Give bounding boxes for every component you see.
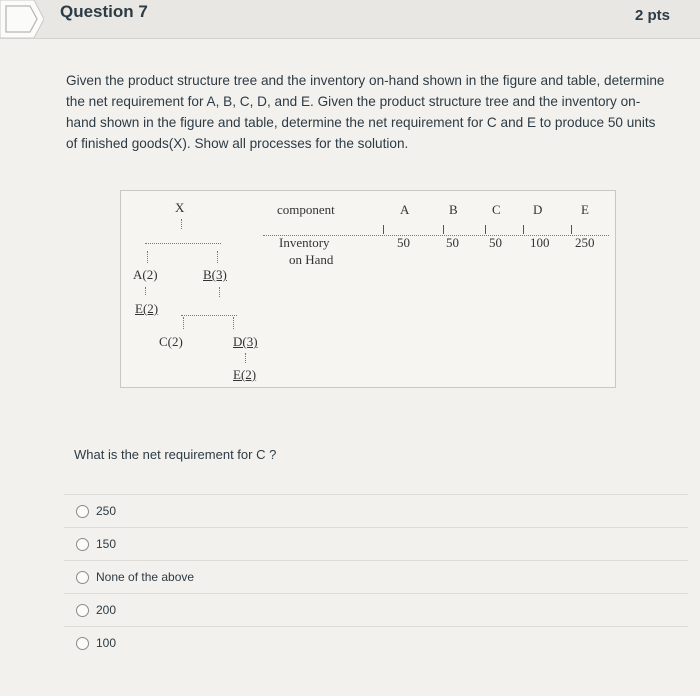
table-label-on-hand: on Hand xyxy=(289,252,334,267)
tree-node-c: C(2) xyxy=(159,334,183,349)
table-column-header: B xyxy=(449,202,458,217)
tree-node-e1: E(2) xyxy=(135,301,159,316)
table-column-header: C xyxy=(492,202,501,217)
table-tick xyxy=(485,225,486,234)
question-header xyxy=(0,0,700,39)
answer-label: 150 xyxy=(96,537,117,551)
table-cell-value: 250 xyxy=(575,235,595,250)
radio-icon[interactable] xyxy=(76,505,89,518)
table-cell-value: 100 xyxy=(530,235,550,250)
radio-icon[interactable] xyxy=(76,604,89,617)
table-column-header: A xyxy=(400,202,410,217)
question-stem: Given the product structure tree and the inventory on-hand shown in the figure and table, determine the net requirement for A, B, C, D, and E. Given the product structure tree and the inventory on-hand shown in the figure and table, determine the net requirement for C and E to produce 50 units of finished goods(X). Show all processes for the solution. xyxy=(66,73,665,151)
table-tick xyxy=(571,225,572,234)
answer-option[interactable] xyxy=(64,593,688,626)
answer-option[interactable] xyxy=(64,560,688,593)
tree-connector xyxy=(219,287,220,297)
table-label-inventory: Inventory xyxy=(279,235,330,250)
table-tick xyxy=(443,225,444,234)
tree-connector xyxy=(233,317,234,329)
radio-icon[interactable] xyxy=(76,637,89,650)
table-column-header: D xyxy=(533,202,543,217)
tree-connector xyxy=(245,353,246,363)
answer-list xyxy=(64,494,688,659)
answer-label: None of the above xyxy=(96,570,195,584)
question-title: Question 7 xyxy=(60,2,148,21)
tree-connector xyxy=(181,315,237,316)
table-cell-value: 50 xyxy=(446,235,459,250)
table-tick xyxy=(523,225,524,234)
tree-connector xyxy=(147,251,148,263)
answer-option[interactable] xyxy=(64,527,688,560)
product-structure-figure xyxy=(120,190,616,388)
tree-node-x: X xyxy=(175,200,185,215)
tree-node-e2: E(2) xyxy=(233,367,257,382)
question-points: 2 pts xyxy=(634,7,670,24)
answer-label: 100 xyxy=(96,636,117,650)
answer-option[interactable] xyxy=(64,494,688,527)
answer-label: 250 xyxy=(96,504,117,518)
answer-label: 200 xyxy=(96,603,117,617)
table-cell-value: 50 xyxy=(489,235,502,250)
table-column-header: E xyxy=(581,202,589,217)
tree-connector xyxy=(217,251,218,263)
tree-connector xyxy=(181,219,182,229)
tree-connector xyxy=(145,243,221,244)
sub-question: What is the net requirement for C ? xyxy=(74,447,277,462)
radio-icon[interactable] xyxy=(76,571,89,584)
table-cell-value: 50 xyxy=(397,235,410,250)
tree-node-a: A(2) xyxy=(133,267,158,282)
tree-node-d: D(3) xyxy=(233,334,258,349)
answer-option[interactable] xyxy=(64,626,688,659)
radio-icon[interactable] xyxy=(76,538,89,551)
tree-connector xyxy=(145,287,146,295)
table-tick xyxy=(383,225,384,234)
table-header-component: component xyxy=(277,202,335,217)
tree-connector xyxy=(183,317,184,329)
tree-node-b: B(3) xyxy=(203,267,227,282)
bookmark-flag-icon[interactable] xyxy=(0,0,44,38)
